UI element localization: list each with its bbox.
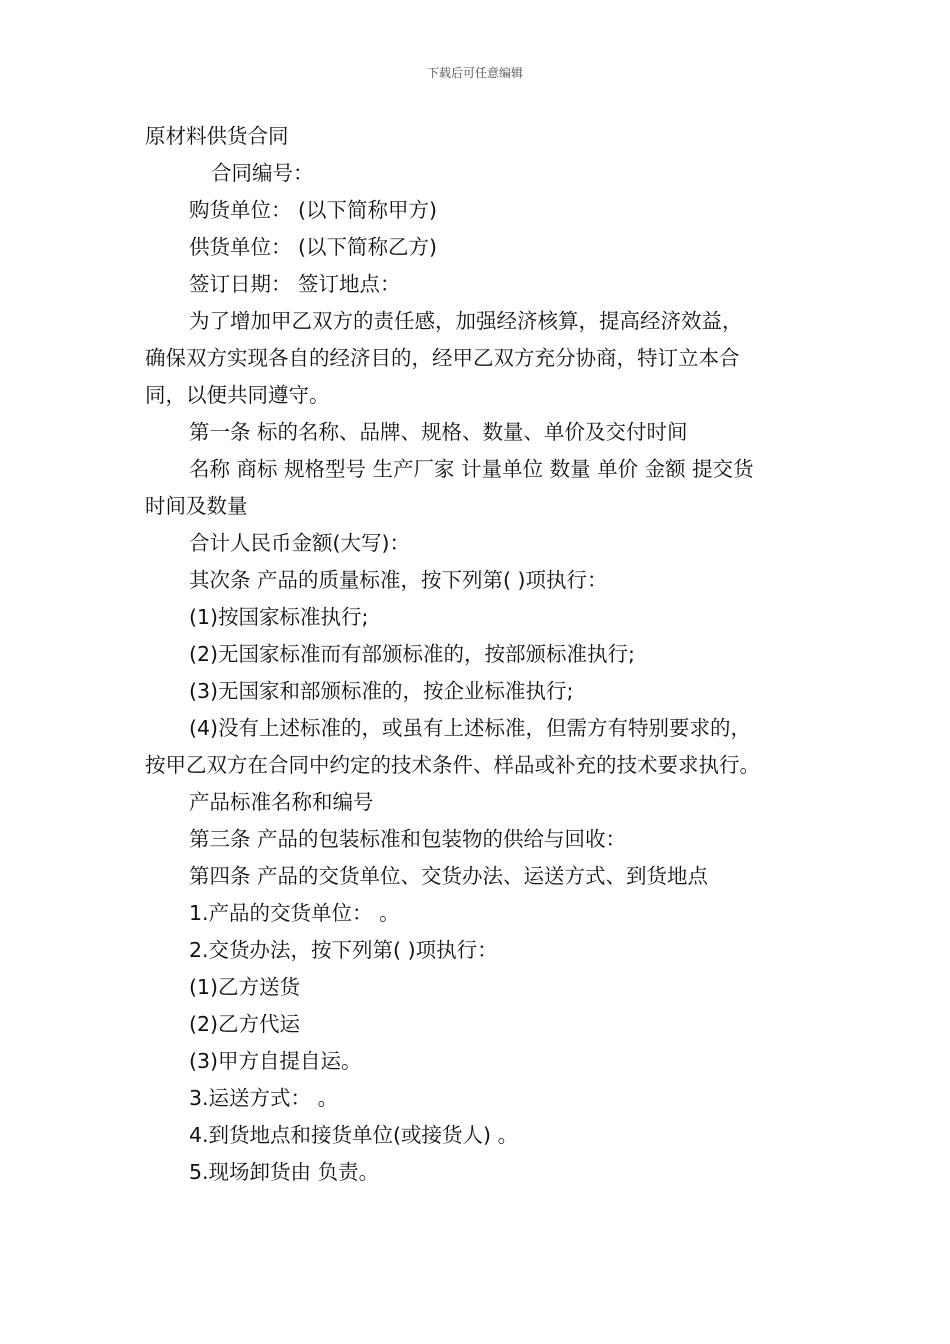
delivery-item-5: 5.现场卸货由 负责。 xyxy=(189,1160,380,1184)
delivery-subitem-1: (1)乙方送货 xyxy=(189,975,301,999)
sign-line: 签订日期： 签订地点： xyxy=(189,272,401,296)
intro-paragraph-line-2: 确保双方实现各自的经济目的，经甲乙双方充分协商，特订立本合 xyxy=(145,346,740,370)
delivery-item-2: 2.交货办法，按下列第( )项执行： xyxy=(189,938,498,962)
article-1-title: 第一条 标的名称、品牌、规格、数量、单价及交付时间 xyxy=(189,420,688,444)
contract-number: 合同编号： xyxy=(211,161,314,185)
intro-paragraph-line-3: 同，以便共同遵守。 xyxy=(145,383,330,407)
buyer-line: 购货单位： (以下简称甲方) xyxy=(189,198,438,222)
article-3-title: 第三条 产品的包装标准和包装物的供给与回收： xyxy=(189,827,627,851)
delivery-subitem-2: (2)乙方代运 xyxy=(189,1012,301,1036)
quality-item-2: (2)无国家标准而有部颁标准的，按部颁标准执行; xyxy=(189,642,635,666)
standard-name-line: 产品标准名称和编号 xyxy=(189,790,374,814)
document-body xyxy=(145,118,810,1191)
page-header: 下载后可任意编辑 xyxy=(426,66,523,80)
delivery-item-1: 1.产品的交货单位： 。 xyxy=(189,901,400,925)
article-1-columns-line-1: 名称 商标 规格型号 生产厂家 计量单位 数量 单价 金额 提交货 xyxy=(189,457,754,481)
article-1-columns-line-2: 时间及数量 xyxy=(145,494,248,518)
delivery-item-3: 3.运送方式： 。 xyxy=(189,1086,339,1110)
quality-item-4-line-2: 按甲乙双方在合同中约定的技术条件、样品或补充的技术要求执行。 xyxy=(145,753,760,777)
quality-item-1: (1)按国家标准执行; xyxy=(189,605,369,629)
total-amount-line: 合计人民币金额(大写)： xyxy=(189,531,410,555)
intro-paragraph-line-1: 为了增加甲乙双方的责任感，加强经济核算，提高经济效益， xyxy=(189,309,743,333)
quality-item-3: (3)无国家和部颁标准的，按企业标准执行; xyxy=(189,679,574,703)
delivery-subitem-3: (3)甲方自提自运。 xyxy=(189,1049,362,1073)
delivery-item-4: 4.到货地点和接货单位(或接货人) 。 xyxy=(189,1123,519,1147)
quality-item-4-line-1: (4)没有上述标准的，或虽有上述标准，但需方有特别要求的， xyxy=(189,716,752,740)
article-4-title: 第四条 产品的交货单位、交货办法、运送方式、到货地点 xyxy=(189,864,709,888)
article-2-title: 其次条 产品的质量标准，按下列第( )项执行： xyxy=(189,568,608,592)
supplier-line: 供货单位： (以下简称乙方) xyxy=(189,235,438,259)
document-title: 原材料供货合同 xyxy=(145,124,289,148)
